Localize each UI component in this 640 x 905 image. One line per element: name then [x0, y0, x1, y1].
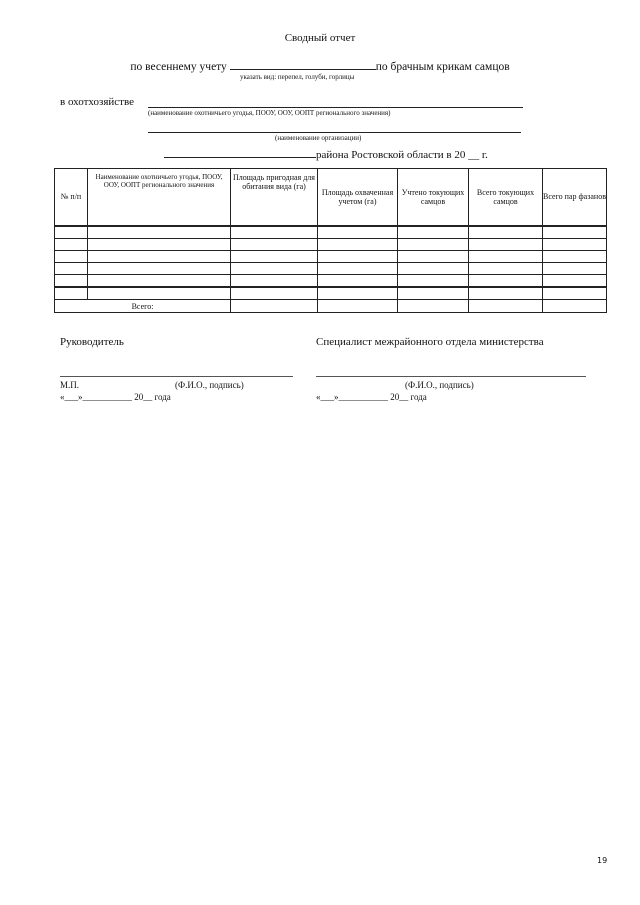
- head-signature-title: Руководитель: [60, 336, 124, 348]
- report-table: [54, 168, 607, 313]
- district-blank-line: [164, 146, 316, 158]
- stamp-place-label: М.П.: [60, 380, 80, 390]
- head-fio-caption: (Ф.И.О., подпись): [175, 380, 244, 390]
- specialist-fio-caption: (Ф.И.О., подпись): [405, 380, 474, 390]
- species-blank-line: [230, 58, 376, 70]
- report-subject-prefix: по весеннему учету: [130, 61, 227, 73]
- column-header-total-males: Всего токующих самцов: [469, 169, 543, 227]
- page-number: 19: [597, 856, 608, 865]
- table-header-row: [55, 169, 607, 227]
- table-row: [55, 263, 607, 275]
- farm-note: (наименование охотничьего угодья, ПООУ, ООУ, ООПТ регионального значения): [148, 109, 391, 117]
- district-text: района Ростовской области в 20 __ г.: [316, 149, 488, 161]
- table-row: [55, 239, 607, 251]
- district-line: [164, 146, 488, 161]
- column-header-area-name: Наименование охотничьего угодья, ПООУ, ООУ, ООПТ регионального значения: [88, 169, 231, 227]
- specialist-signature-line: [316, 376, 586, 377]
- column-header-number: № п/п: [55, 169, 88, 227]
- total-label: Всего:: [55, 300, 231, 313]
- head-signature-line: [60, 376, 293, 377]
- column-header-suitable-area: Площадь пригодная для обитания вида (га): [231, 169, 318, 227]
- head-date-line: «___»___________ 20__ года: [60, 392, 171, 402]
- column-header-covered-area: Площадь охваченная учетом (га): [318, 169, 398, 227]
- species-note: указать вид: перепел, голуби, горлицы: [240, 73, 355, 81]
- farm-blank-line: [148, 107, 523, 108]
- table-body: [55, 226, 607, 313]
- report-subject-suffix: по брачным крикам самцов: [375, 61, 510, 73]
- table-row: [55, 226, 607, 239]
- organization-note: (наименование организации): [275, 134, 362, 142]
- organization-blank-line: [148, 132, 521, 133]
- column-header-counted-males: Учтено токующих самцов: [398, 169, 469, 227]
- specialist-date-line: «___»___________ 20__ года: [316, 392, 427, 402]
- table-total-row: [55, 300, 607, 313]
- table-row: [55, 251, 607, 263]
- farm-label: в охотхозяйстве: [60, 96, 134, 108]
- table-row: [55, 275, 607, 288]
- column-header-pheasant-pairs: Всего пар фазанов: [543, 169, 607, 227]
- specialist-signature-title: Специалист межрайонного отдела министерства: [316, 336, 544, 348]
- table-row: [55, 287, 607, 300]
- report-subject-line: [0, 58, 640, 73]
- document-title: Сводный отчет: [284, 32, 356, 44]
